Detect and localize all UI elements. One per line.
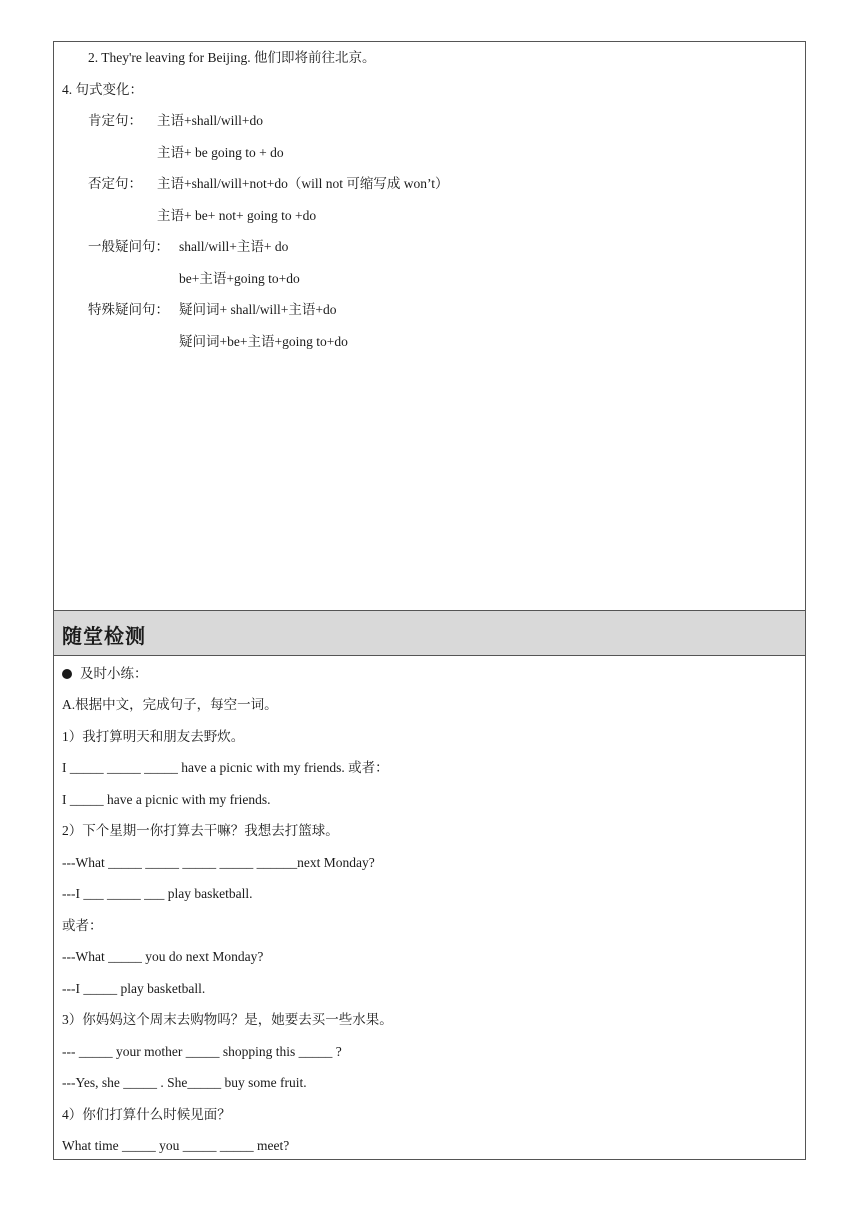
practice-line: 4）你们打算什么时候见面？ bbox=[62, 1107, 231, 1122]
practice-line: I _____ _____ _____ have a picnic with my friends. 或者： bbox=[62, 760, 389, 775]
negative-rule-2: 主语+ be+ not+ going to +do bbox=[157, 208, 317, 223]
practice-line: 1）我打算明天和朋友去野炊。 bbox=[62, 729, 245, 744]
practice-line: ---Yes, she _____ . She_____ buy some fruit. bbox=[62, 1075, 307, 1090]
wh-rule-2: 疑问词+be+主语+going to+do bbox=[179, 334, 348, 349]
wh-question-label: 特殊疑问句： bbox=[88, 302, 169, 317]
sentence-change-heading: 4. 句式变化： bbox=[62, 82, 143, 97]
practice-title: 及时小练： bbox=[80, 666, 148, 681]
practice-line: 3）你妈妈这个周末去购物吗？是，她要去买一些水果。 bbox=[62, 1012, 393, 1027]
practice-line: I _____ have a picnic with my friends. bbox=[62, 792, 271, 807]
practice-line: 2）下个星期一你打算去干嘛？我想去打篮球。 bbox=[62, 823, 339, 838]
practice-line: ---I _____ play basketball. bbox=[62, 981, 206, 996]
yesno-rule-2: be+主语+going to+do bbox=[179, 271, 300, 286]
worksheet-table bbox=[53, 41, 806, 1160]
grammar-notes-section bbox=[54, 42, 805, 610]
practice-instruction: A.根据中文，完成句子，每空一词。 bbox=[62, 697, 278, 712]
bullet-icon bbox=[62, 669, 72, 679]
practice-line: 或者： bbox=[62, 918, 103, 933]
yesno-question-label: 一般疑问句： bbox=[88, 239, 169, 254]
example-sentence-2: 2. They're leaving for Beijing. 他们即将前往北京。 bbox=[88, 50, 376, 65]
practice-line: ---What _____ _____ _____ _____ ______next Monday? bbox=[62, 855, 375, 870]
section-header bbox=[54, 610, 805, 656]
yesno-rule-1: shall/will+主语+ do bbox=[179, 239, 289, 254]
practice-line: ---What _____ you do next Monday? bbox=[62, 949, 264, 964]
negative-rule-1: 主语+shall/will+not+do（will not 可缩写成 won’t） bbox=[157, 176, 449, 191]
practice-line: What time _____ you _____ _____ meet? bbox=[62, 1138, 290, 1153]
practice-section bbox=[54, 656, 805, 1161]
affirmative-label: 肯定句： bbox=[88, 113, 142, 128]
affirmative-rule-1: 主语+shall/will+do bbox=[157, 113, 263, 128]
practice-line: ---I ___ _____ ___ play basketball. bbox=[62, 886, 253, 901]
section-title: 随堂检测 bbox=[62, 624, 146, 648]
practice-line: --- _____ your mother _____ shopping this _____ ? bbox=[62, 1044, 342, 1059]
negative-label: 否定句： bbox=[88, 176, 142, 191]
affirmative-rule-2: 主语+ be going to + do bbox=[157, 145, 284, 160]
wh-rule-1: 疑问词+ shall/will+主语+do bbox=[179, 302, 337, 317]
practice-bullet-line bbox=[62, 665, 148, 683]
